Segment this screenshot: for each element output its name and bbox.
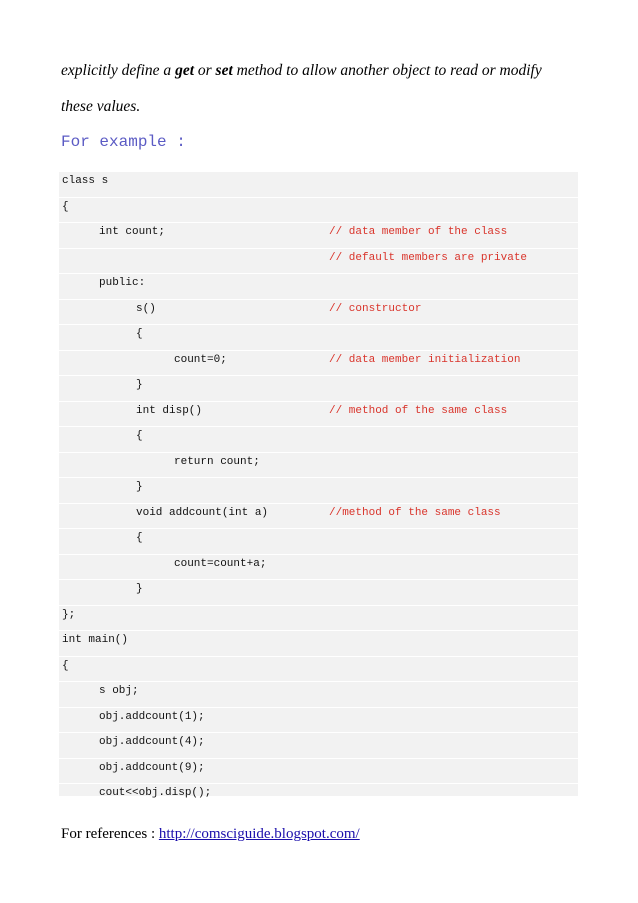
code-comment: // default members are private xyxy=(329,251,528,264)
code-text: cout<<obj.disp(); xyxy=(99,787,212,799)
paragraph-line-1 xyxy=(61,62,542,80)
code-line xyxy=(59,350,578,376)
code-text: obj.addcount(9); xyxy=(99,761,205,774)
code-text: int count; xyxy=(99,226,166,238)
code-text: } xyxy=(136,583,143,595)
example-heading: For example : xyxy=(61,133,186,151)
code-line xyxy=(59,579,578,605)
code-text: count=count+a; xyxy=(174,557,267,570)
code-line xyxy=(59,299,578,325)
code-comment: //method of the same class xyxy=(329,506,501,519)
code-line xyxy=(59,605,578,631)
keyword-set: set xyxy=(215,62,233,79)
code-comment: // constructor xyxy=(329,302,422,315)
code-line xyxy=(59,248,578,274)
code-line xyxy=(59,324,578,350)
code-text: void addcount(int a) xyxy=(136,506,269,519)
code-text: } xyxy=(136,481,143,493)
code-line xyxy=(59,222,578,248)
code-text: } xyxy=(136,379,143,391)
code-line xyxy=(59,452,578,478)
code-block xyxy=(59,171,578,799)
code-text: obj.addcount(4); xyxy=(99,736,205,748)
code-text: { xyxy=(136,430,143,442)
code-text: int main() xyxy=(62,634,129,646)
code-text: return count; xyxy=(174,455,260,468)
code-text: s() xyxy=(136,302,156,315)
code-line xyxy=(59,171,578,197)
code-line xyxy=(59,554,578,580)
paragraph-text: or xyxy=(194,62,216,79)
code-text: { xyxy=(62,200,69,213)
paragraph-text: explicitly define a xyxy=(61,62,176,79)
code-text: obj.addcount(1); xyxy=(99,710,205,723)
code-line xyxy=(59,503,578,529)
code-line xyxy=(59,630,578,656)
code-text: count=0; xyxy=(174,353,227,366)
footer xyxy=(61,826,360,843)
code-line xyxy=(59,375,578,401)
code-text: int disp() xyxy=(136,404,203,417)
code-text: { xyxy=(136,532,143,544)
code-text: public: xyxy=(99,277,146,289)
code-comment: // data member of the class xyxy=(329,226,508,238)
code-line xyxy=(59,732,578,758)
code-line xyxy=(59,477,578,503)
code-line xyxy=(59,426,578,452)
code-line xyxy=(59,656,578,682)
code-line xyxy=(59,707,578,733)
code-line xyxy=(59,783,578,809)
code-comment: // method of the same class xyxy=(329,404,508,417)
code-line xyxy=(59,758,578,784)
code-line xyxy=(59,273,578,299)
code-text: }; xyxy=(62,608,76,621)
paragraph-line-2: these values. xyxy=(61,98,141,115)
code-line xyxy=(59,197,578,223)
code-text: { xyxy=(136,328,143,340)
keyword-get: get xyxy=(175,62,194,79)
code-text: class s xyxy=(62,175,109,187)
code-line xyxy=(59,681,578,707)
code-line xyxy=(59,528,578,554)
references-label: For references : xyxy=(61,826,159,842)
code-text: s obj; xyxy=(99,685,139,697)
paragraph-text: method to allow another object to read or modify xyxy=(232,62,542,79)
references-link[interactable]: http://comsciguide.blogspot.com/ xyxy=(158,826,360,842)
code-comment: // data member initialization xyxy=(329,353,521,366)
code-line xyxy=(59,401,578,427)
code-text: { xyxy=(62,659,69,672)
